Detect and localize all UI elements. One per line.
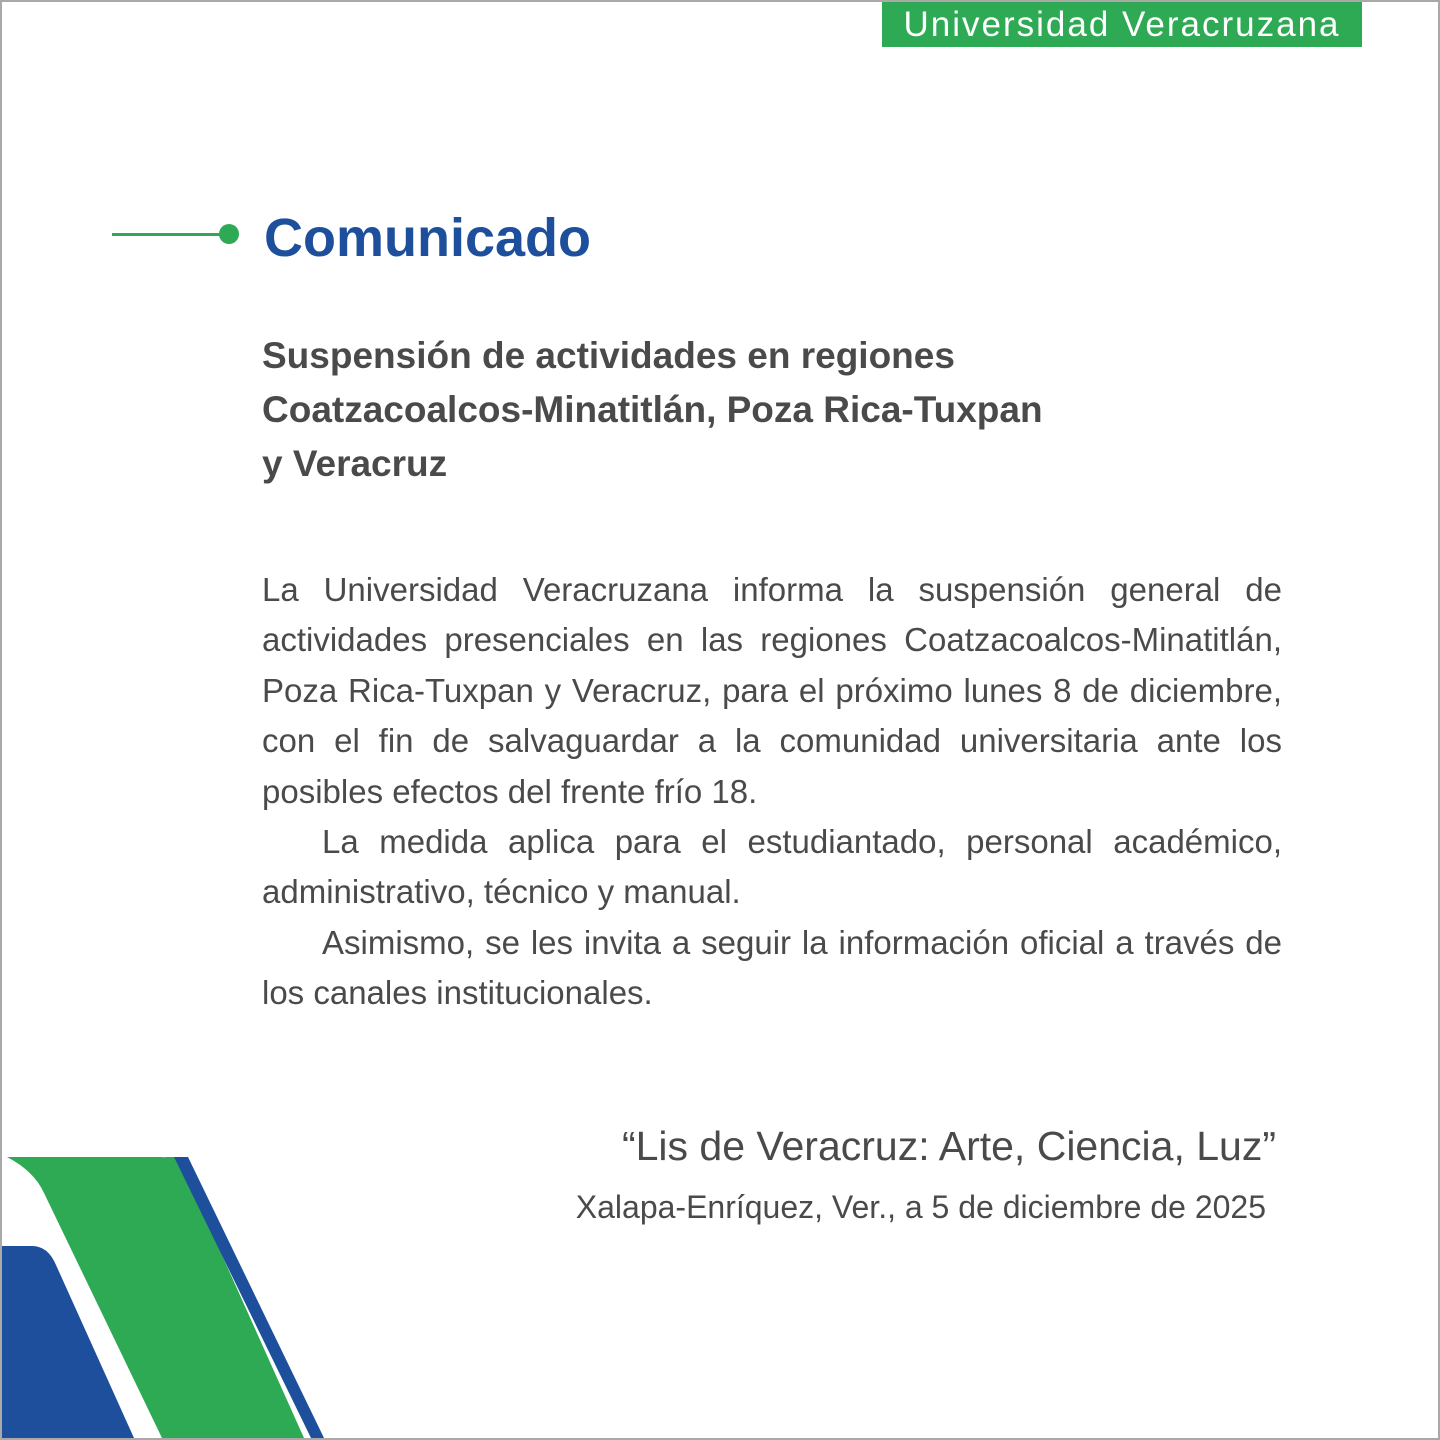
place-and-date: Xalapa-Enríquez, Ver., a 5 de diciembre de 2025 [575, 1189, 1266, 1225]
brand-stripes-graphic [2, 1153, 332, 1438]
communique-subject [262, 329, 1162, 491]
university-name-tab: Universidad Veracruzana [882, 2, 1362, 47]
heading-line-decoration [112, 233, 224, 236]
body-paragraph: La medida aplica para el estudiantado, personal académico, administrativo, técnico y manual. [262, 823, 1282, 911]
body-paragraph: Asimismo, se les invita a seguir la información oficial a través de los canales institucionales. [262, 923, 1282, 1012]
heading-dot-decoration [219, 224, 239, 244]
page-title: Comunicado [264, 208, 592, 268]
body-paragraph: La Universidad Veracruzana informa la suspensión general de actividades presenciales en las regiones Coatzacoalcos-Minatitlán, Poza Rica-Tuxpan y Veracruz, para el próximo lunes 8 de diciembre, con el fin de salvaguardar a la comunidad universitaria ante los posibles efectos del frente frío 18. [262, 571, 1282, 810]
subject-line: Suspensión de actividades en regiones [262, 335, 955, 376]
subject-line: Coatzacoalcos-Minatitlán, Poza Rica-Tuxpan [262, 389, 1043, 430]
communique-body [262, 565, 1282, 1019]
subject-line: y Veracruz [262, 443, 448, 484]
university-motto: “Lis de Veracruz: Arte, Ciencia, Luz” [621, 1123, 1276, 1169]
